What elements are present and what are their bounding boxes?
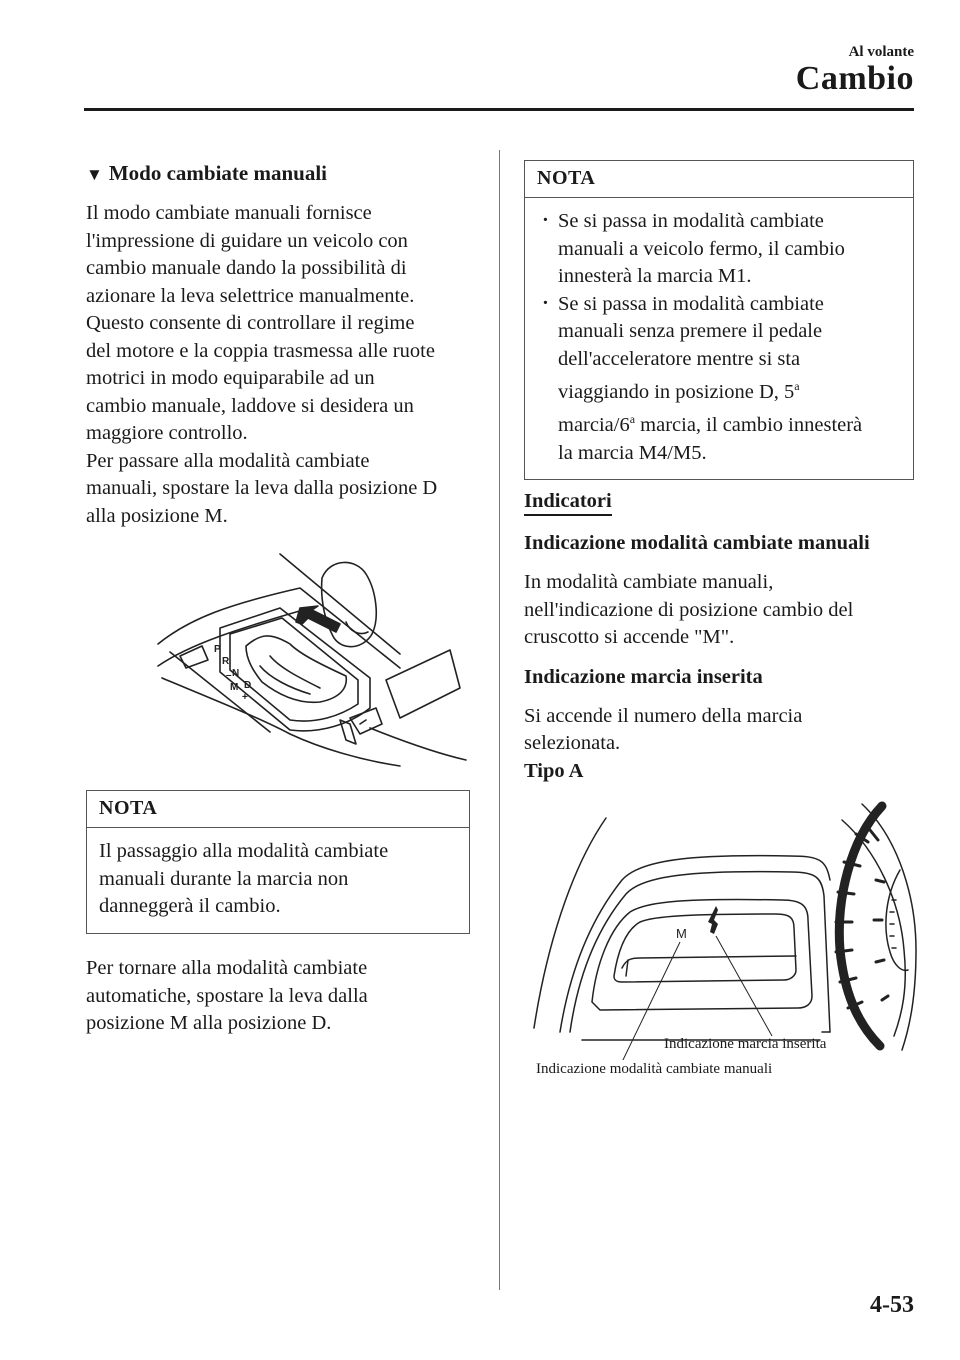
outro-paragraph: Per tornare alla modalità cambiate automatiche, spostare la leva dalla posizione M alla posizione D. <box>86 957 368 1034</box>
note-title: NOTA <box>87 791 469 828</box>
manual-mode-indicator-label: Indicazione modalità cambiate manuali <box>536 1061 773 1077</box>
note-box <box>86 790 470 934</box>
gear-m-label: M <box>230 682 239 693</box>
gear-plus-label: + <box>242 692 248 703</box>
triangle-marker-icon: ▼ <box>86 165 103 184</box>
gear-n-label: N <box>232 668 240 679</box>
manual-mode-m-icon: M <box>676 926 687 941</box>
section-heading: ▼ Modo cambiate manuali <box>86 161 327 185</box>
left-column <box>86 158 470 530</box>
page-number: 4-53 <box>870 1292 914 1318</box>
gear-p-label: P <box>214 644 221 655</box>
gear-indicator-text: Si accende il numero della marcia selezionata. <box>524 704 803 754</box>
gear-minus-label: – <box>226 670 232 681</box>
manual-mode-heading: Indicazione modalità cambiate manuali <box>524 532 870 554</box>
note-title: NOTA <box>525 161 913 198</box>
page-section-title: Cambio <box>795 60 914 97</box>
note-body: Il passaggio alla modalità cambiate manuali durante la marcia non danneggerà il cambio. <box>99 840 389 917</box>
gear-r-label: R <box>222 656 230 667</box>
instrument-cluster-illustration <box>530 800 920 1060</box>
gear-digit-icon <box>708 906 718 934</box>
indicators-section <box>524 488 914 785</box>
note-body <box>525 198 913 479</box>
note-bullet: · Se si passa in modalità cambiate manuali senza premere il pedale dell'acceleratore mentre si sta viaggiando in posizione D, 5$^a$ marcia/6$^a$ marcia, il cambio innesterà la marcia M4/M5. <box>533 291 901 468</box>
shift-lever-illustration <box>150 548 470 770</box>
type-label: Tipo A <box>524 759 584 782</box>
note-bullet: · Se si passa in modalità cambiate manuali a veicolo fermo, il cambio innesterà la marcia M1. <box>533 208 901 291</box>
chapter-label: Al volante <box>848 44 914 60</box>
gear-d-label: D <box>244 680 252 691</box>
note-box-right <box>524 160 914 480</box>
column-divider <box>499 150 500 1290</box>
indicators-heading: Indicatori <box>524 488 612 516</box>
intro-paragraph: Il modo cambiate manuali fornisce l'impressione di guidare un veicolo con cambio manuale dando la possibilità di azionare la leva selettrice manualmente. Questo consente di controllare il regime del motore e la coppia trasmessa alle ruote motrici in modo equiparabile ad un cambio manuale, laddove si desidera un maggiore controllo. Per passare alla modalità cambiate manuali, spostare la leva dalla posizione D alla posizione M. <box>86 202 438 527</box>
manual-mode-text: In modalità cambiate manuali, nell'indicazione di posizione cambio del cruscotto si accende "M". <box>524 571 854 648</box>
gear-indicator-label: Indicazione marcia inserita <box>664 1036 827 1052</box>
gear-indicator-heading: Indicazione marcia inserita <box>524 665 763 688</box>
header-divider <box>84 108 914 111</box>
